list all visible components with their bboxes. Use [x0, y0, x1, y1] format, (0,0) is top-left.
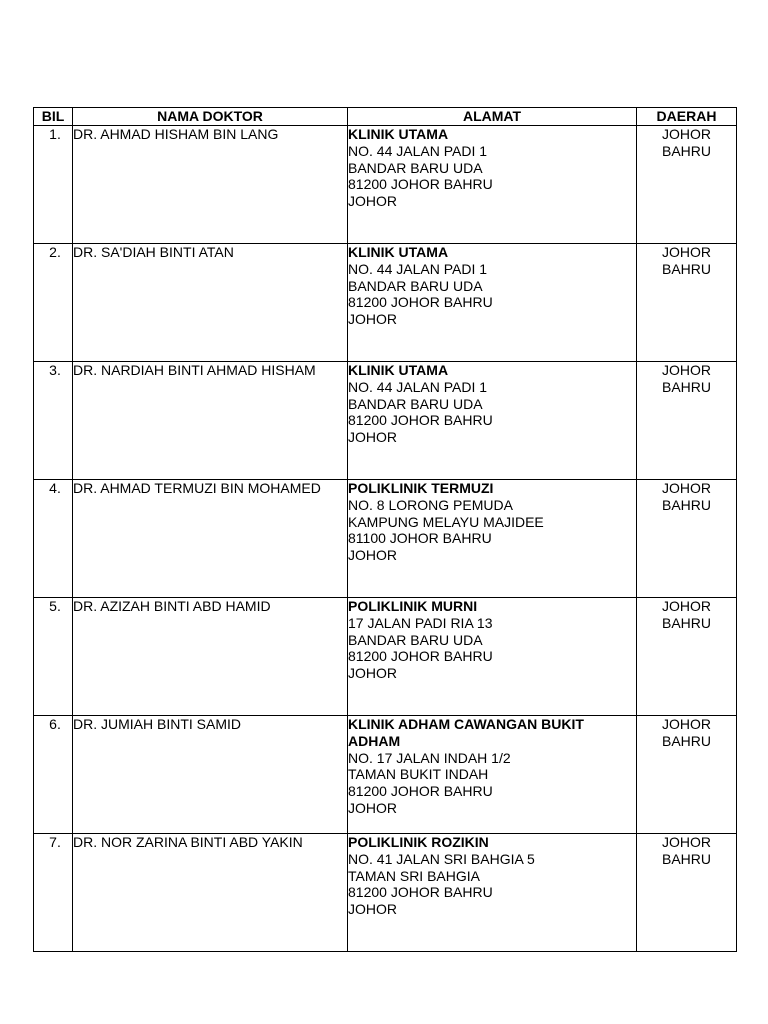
- address-line: BANDAR BARU UDA: [348, 395, 483, 412]
- header-nama-doktor: NAMA DOKTOR: [73, 108, 348, 126]
- address-line: JOHOR: [348, 429, 397, 446]
- district-line: JOHOR: [662, 126, 711, 142]
- address-line: JOHOR: [348, 665, 397, 682]
- district-line: BAHRU: [661, 496, 711, 513]
- row-number: 4.: [49, 480, 61, 496]
- district-cell: [637, 362, 737, 480]
- table-row: [34, 834, 737, 952]
- district-cell: [637, 716, 737, 834]
- address-cell: [348, 834, 637, 952]
- doctor-name: DR. NARDIAH BINTI AHMAD HISHAM: [73, 362, 348, 480]
- table-row: [34, 716, 737, 834]
- district-line: JOHOR: [662, 480, 711, 496]
- district-line: BAHRU: [661, 142, 711, 159]
- address-cell: [348, 362, 637, 480]
- doctor-table: [33, 107, 737, 952]
- address-line: NO. 44 JALAN PADI 1: [348, 142, 488, 159]
- address-line: NO. 44 JALAN PADI 1: [348, 378, 488, 395]
- address-line: 81200 JOHOR BAHRU: [348, 648, 493, 665]
- row-bil-cell: [34, 834, 73, 952]
- address-line: 81200 JOHOR BAHRU: [348, 176, 493, 193]
- clinic-name: POLIKLINIK TERMUZI: [348, 480, 494, 496]
- row-bil-cell: [34, 362, 73, 480]
- doctor-name: DR. JUMIAH BINTI SAMID: [73, 716, 348, 834]
- row-bil-cell: [34, 244, 73, 362]
- header-alamat: ALAMAT: [348, 108, 637, 126]
- district-line: BAHRU: [661, 614, 711, 631]
- district-cell: [637, 126, 737, 244]
- address-cell: [348, 244, 637, 362]
- table-row: [34, 126, 737, 244]
- address-cell: [348, 598, 637, 716]
- address-line: 81200 JOHOR BAHRU: [348, 783, 493, 800]
- address-line: 81200 JOHOR BAHRU: [348, 884, 493, 901]
- clinic-name: KLINIK ADHAM CAWANGAN BUKIT ADHAM: [348, 716, 584, 749]
- address-line: NO. 17 JALAN INDAH 1/2: [348, 749, 511, 766]
- doctor-name: DR. SA'DIAH BINTI ATAN: [73, 244, 348, 362]
- address-line: BANDAR BARU UDA: [348, 159, 483, 176]
- clinic-name: POLIKLINIK MURNI: [348, 598, 478, 614]
- header-daerah: DAERAH: [637, 108, 737, 126]
- doctor-name: DR. AHMAD TERMUZI BIN MOHAMED: [73, 480, 348, 598]
- address-line: 81200 JOHOR BAHRU: [348, 294, 493, 311]
- clinic-name: POLIKLINIK ROZIKIN: [348, 834, 489, 850]
- district-line: JOHOR: [662, 244, 711, 260]
- address-line: TAMAN BUKIT INDAH: [348, 766, 489, 783]
- table-row: [34, 362, 737, 480]
- address-line: KAMPUNG MELAYU MAJIDEE: [348, 513, 544, 530]
- district-line: JOHOR: [662, 716, 711, 732]
- address-line: JOHOR: [348, 901, 397, 918]
- address-line: JOHOR: [348, 193, 397, 210]
- address-line: BANDAR BARU UDA: [348, 277, 483, 294]
- district-line: BAHRU: [661, 732, 711, 749]
- row-number: 5.: [49, 598, 61, 614]
- row-number: 1.: [49, 126, 61, 142]
- address-line: 17 JALAN PADI RIA 13: [348, 614, 493, 631]
- address-cell: [348, 480, 637, 598]
- address-line: JOHOR: [348, 547, 397, 564]
- district-cell: [637, 480, 737, 598]
- table-row: [34, 598, 737, 716]
- address-line: 81100 JOHOR BAHRU: [348, 530, 492, 547]
- table-row: [34, 480, 737, 598]
- address-line: TAMAN SRI BAHGIA: [348, 867, 480, 884]
- district-line: BAHRU: [661, 378, 711, 395]
- address-line: NO. 44 JALAN PADI 1: [348, 260, 488, 277]
- address-cell: [348, 716, 637, 834]
- district-line: JOHOR: [662, 362, 711, 378]
- row-bil-cell: [34, 126, 73, 244]
- clinic-name: KLINIK UTAMA: [348, 126, 449, 142]
- header-bil: BIL: [34, 108, 73, 126]
- address-line: NO. 41 JALAN SRI BAHGIA 5: [348, 850, 535, 867]
- table-header-row: [34, 108, 737, 126]
- row-bil-cell: [34, 480, 73, 598]
- address-line: NO. 8 LORONG PEMUDA: [348, 496, 513, 513]
- row-number: 7.: [49, 834, 61, 850]
- doctor-name: DR. NOR ZARINA BINTI ABD YAKIN: [73, 834, 348, 952]
- row-number: 3.: [49, 362, 61, 378]
- address-cell: [348, 126, 637, 244]
- district-cell: [637, 244, 737, 362]
- row-number: 2.: [49, 244, 61, 260]
- district-line: JOHOR: [662, 598, 711, 614]
- district-line: BAHRU: [661, 260, 711, 277]
- district-cell: [637, 834, 737, 952]
- clinic-name: KLINIK UTAMA: [348, 362, 449, 378]
- address-line: JOHOR: [348, 799, 397, 816]
- address-line: BANDAR BARU UDA: [348, 631, 483, 648]
- row-number: 6.: [49, 716, 61, 732]
- address-line: JOHOR: [348, 311, 397, 328]
- district-line: BAHRU: [661, 850, 711, 867]
- district-line: JOHOR: [662, 834, 711, 850]
- doctor-name: DR. AHMAD HISHAM BIN LANG: [73, 126, 348, 244]
- row-bil-cell: [34, 598, 73, 716]
- clinic-name: KLINIK UTAMA: [348, 244, 449, 260]
- district-cell: [637, 598, 737, 716]
- table-row: [34, 244, 737, 362]
- row-bil-cell: [34, 716, 73, 834]
- doctor-name: DR. AZIZAH BINTI ABD HAMID: [73, 598, 348, 716]
- address-line: 81200 JOHOR BAHRU: [348, 412, 493, 429]
